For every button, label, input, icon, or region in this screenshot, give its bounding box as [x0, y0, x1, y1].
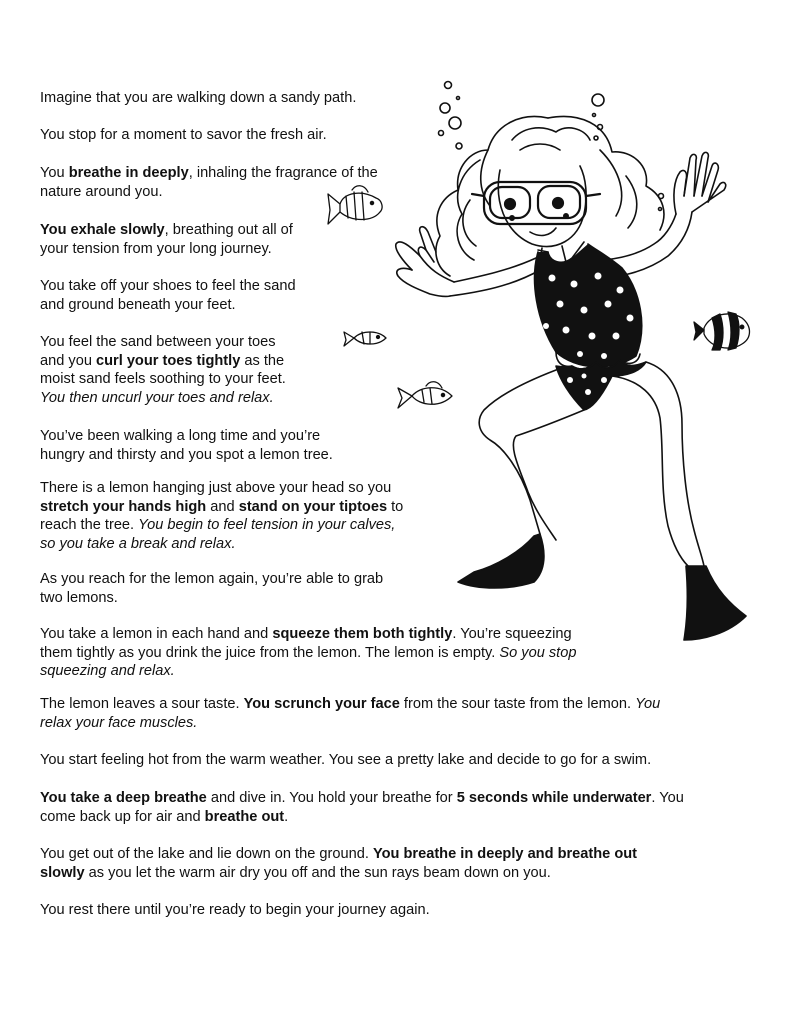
p6-seg-3: as the — [240, 352, 285, 369]
p7-seg-1: hungry and thirsty and you spot a lemon tree. — [40, 446, 333, 463]
swimsuit-dots-icon — [535, 244, 642, 367]
p6-seg-1: and you — [40, 352, 96, 369]
p10-seg-4-italic: So you stop — [499, 644, 577, 661]
p11-seg-4-italic: relax your face muscles. — [40, 714, 198, 731]
p11-seg-3-italic: You — [635, 696, 661, 712]
hair-icon — [436, 116, 664, 276]
p14-seg-2-bold: slowly — [40, 864, 85, 881]
p2-seg-0: You stop for a moment to savor the fresh air. — [40, 127, 327, 143]
goggles-icon — [472, 182, 600, 224]
p9-seg-1: two lemons. — [40, 589, 118, 606]
p6-seg-0: You feel the sand between your toes — [40, 334, 276, 350]
p10-seg-1-bold: squeeze them both tightly — [272, 626, 453, 642]
striped-fish-icon — [328, 186, 382, 224]
p13-seg-4: come back up for air and — [40, 808, 205, 825]
p5-seg-1: and ground beneath your feet. — [40, 296, 236, 313]
p13-seg-1: and dive in. You hold your breathe for — [206, 790, 457, 806]
p3-seg-1-bold: breathe in deeply — [68, 165, 189, 181]
p3-seg-3: nature around you. — [40, 183, 163, 200]
swimsuit-bottom-icon — [556, 360, 646, 410]
p8-seg-7-italic: so you take a break and relax. — [40, 535, 236, 552]
p6-seg-4: moist sand feels soothing to your feet. — [40, 371, 286, 388]
p11-seg-2: from the sour taste from the lemon. — [399, 696, 636, 712]
p13-seg-2-bold: 5 seconds while underwater — [456, 790, 652, 806]
p1-seg-0: Imagine that you are walking down a sandy path. — [40, 90, 357, 106]
p14-seg-0: You get out of the lake and lie down on the ground. — [40, 846, 373, 862]
p4-seg-1: , breathing out all of — [164, 222, 293, 238]
p3-seg-2: , inhaling the fragrance of the — [188, 165, 378, 181]
p9-seg-0: As you reach for the lemon again, you’re able to grab — [40, 571, 384, 587]
p8-seg-0: There is a lemon hanging just above your head so you — [40, 480, 392, 496]
p3-seg-0: You — [40, 165, 69, 181]
p4-seg-0-bold: You exhale slowly — [40, 222, 165, 238]
p13-seg-0-bold: You take a deep breathe — [40, 790, 207, 806]
p14-seg-1-bold: You breathe in deeply and breathe out — [372, 846, 638, 862]
p10-seg-3: them tightly as you drink the juice from the lemon. The lemon is empty. — [40, 644, 500, 661]
fins-icon — [458, 534, 746, 640]
small-fish-icon — [344, 332, 386, 346]
p4-seg-2: your tension from your long journey. — [40, 240, 272, 257]
p15-seg-0: You rest there until you’re ready to begin your journey again. — [40, 902, 430, 918]
p6-seg-5-italic: You then uncurl your toes and relax. — [40, 389, 274, 406]
p13-seg-3: . You — [651, 790, 684, 806]
p8-seg-5: reach the tree. — [40, 517, 139, 534]
p10-seg-2: . You’re squeezing — [452, 626, 572, 642]
p7-seg-0: You’ve been walking a long time and you’re — [40, 428, 321, 444]
p12-seg-0: You start feeling hot from the warm weather. You see a pretty lake and decide to go for a swim. — [40, 752, 652, 768]
p13-seg-6: . — [284, 808, 289, 825]
p11-seg-0: The lemon leaves a sour taste. — [40, 696, 244, 712]
p8-seg-6-italic: You begin to feel tension in your calves, — [138, 517, 396, 534]
fish-icon — [398, 382, 452, 408]
p8-seg-1-bold: stretch your hands high — [40, 498, 207, 515]
p8-seg-4: to — [387, 498, 404, 515]
p8-seg-2: and — [206, 498, 239, 515]
p6-seg-2-bold: curl your toes tightly — [96, 352, 241, 369]
p11-seg-1-bold: You scrunch your face — [243, 696, 400, 712]
p14-seg-3: as you let the warm air dry you off and the sun rays beam down on you. — [84, 864, 551, 881]
p13-seg-5-bold: breathe out — [204, 808, 285, 825]
p10-seg-0: You take a lemon in each hand and — [40, 626, 273, 642]
p5-seg-0: You take off your shoes to feel the sand — [40, 278, 296, 294]
black-striped-fish-icon — [694, 312, 750, 350]
p10-seg-5-italic: squeezing and relax. — [40, 663, 175, 680]
p8-seg-3-bold: stand on your tiptoes — [238, 498, 388, 515]
